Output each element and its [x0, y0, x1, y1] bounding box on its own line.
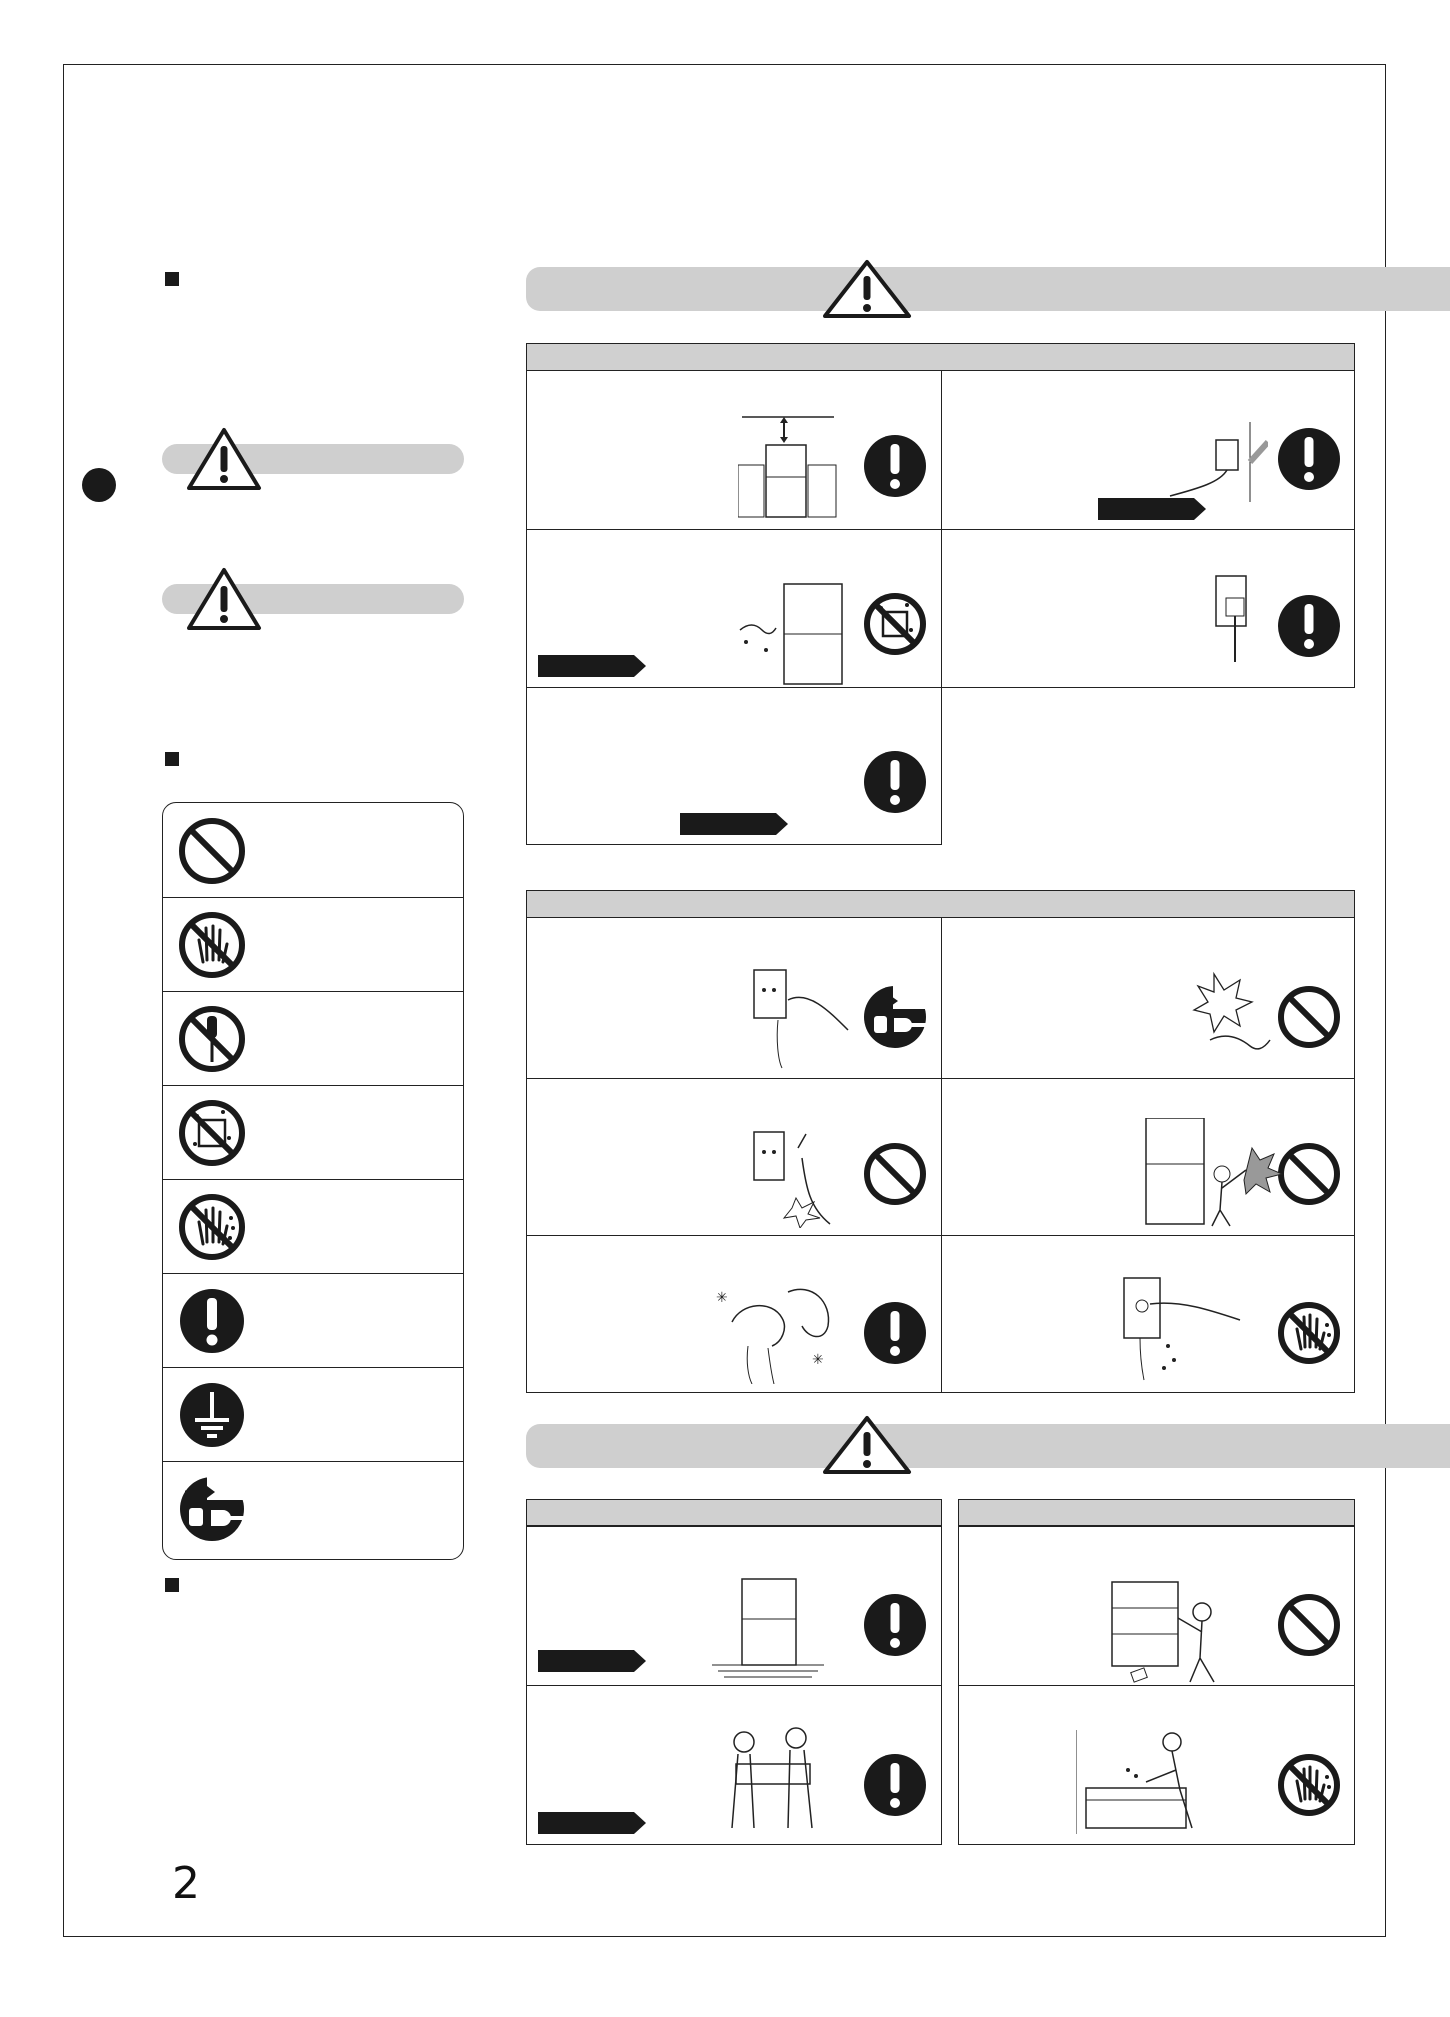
- legend-row: [163, 991, 463, 1086]
- refrigerator-clearance-illustration: [738, 405, 838, 521]
- grounded-plug-illustration: [1210, 572, 1264, 664]
- mandatory-action-icon: [1277, 594, 1341, 658]
- cleaning-plug-illustration: [712, 1272, 838, 1384]
- unplug-icon: [863, 985, 927, 1049]
- section-header-bar: [526, 1424, 1450, 1468]
- legend-row: [163, 897, 463, 992]
- no-wet-hands-icon: [1277, 1753, 1341, 1817]
- do-not-disassemble-icon: [177, 1004, 247, 1074]
- section-header-bar: [526, 267, 1450, 311]
- box-header: [959, 1500, 1354, 1527]
- keep-dry-icon: [177, 1098, 247, 1168]
- refrigerator-water-illustration: [736, 580, 846, 686]
- prohibition-icon: [1277, 985, 1341, 1049]
- page-number: 2: [172, 1858, 200, 1909]
- no-wet-hands-icon: [1277, 1301, 1341, 1365]
- warning-triangle-icon: [186, 566, 262, 632]
- prohibition-icon: [177, 816, 247, 886]
- section-marker-dot: [82, 468, 116, 502]
- mandatory-action-icon: [177, 1286, 247, 1356]
- box-header: [527, 891, 1354, 918]
- bullet-square: [165, 1578, 179, 1592]
- wet-hands-drawer-illustration: [1076, 1730, 1236, 1834]
- svg-text:✳: ✳: [716, 1290, 728, 1306]
- warning-triangle-icon: [186, 426, 262, 492]
- reference-page-tag: [680, 813, 776, 835]
- reference-page-tag: [538, 1650, 634, 1672]
- legend-row: [163, 1273, 463, 1368]
- reference-page-tag: [538, 1812, 634, 1834]
- mandatory-action-icon: [863, 1593, 927, 1657]
- box-header: [527, 344, 1354, 371]
- damaged-cord-illustration: [1190, 970, 1276, 1060]
- prohibition-icon: [1277, 1142, 1341, 1206]
- open-door-child-illustration: [1106, 1578, 1236, 1686]
- mandatory-action-icon: [863, 750, 927, 814]
- keep-dry-icon: [863, 592, 927, 656]
- svg-text:✳: ✳: [812, 1352, 824, 1368]
- wall-outlet-illustration: [1150, 422, 1268, 502]
- bullet-square: [165, 272, 179, 286]
- mandatory-action-icon: [863, 434, 927, 498]
- mandatory-action-icon: [863, 1301, 927, 1365]
- warning-triangle-icon: [821, 258, 913, 320]
- do-not-touch-icon: [177, 910, 247, 980]
- stable-installation-illustration: [708, 1575, 828, 1679]
- no-wet-hands-icon: [177, 1192, 247, 1262]
- mandatory-action-icon: [863, 1753, 927, 1817]
- unplug-icon: [177, 1474, 247, 1544]
- mandatory-action-icon: [1277, 427, 1341, 491]
- reference-page-tag: [538, 655, 634, 677]
- two-person-carry-illustration: [708, 1720, 838, 1832]
- unplug-by-hand-illustration: [748, 960, 852, 1070]
- box-header: [527, 1500, 941, 1527]
- plug-spark-illustration: [750, 1128, 840, 1228]
- wet-hand-plug-illustration: [1120, 1270, 1244, 1382]
- child-near-outlet-illustration: [1142, 1118, 1286, 1230]
- bullet-square: [165, 752, 179, 766]
- legend-row: [163, 1461, 463, 1555]
- legend-row: [163, 803, 463, 898]
- symbol-legend: [162, 802, 464, 1560]
- warning-triangle-icon: [821, 1414, 913, 1476]
- legend-row: [163, 1367, 463, 1462]
- ground-connection-icon: [177, 1380, 247, 1450]
- legend-row: [163, 1179, 463, 1274]
- prohibition-icon: [863, 1142, 927, 1206]
- legend-row: [163, 1085, 463, 1180]
- prohibition-icon: [1277, 1593, 1341, 1657]
